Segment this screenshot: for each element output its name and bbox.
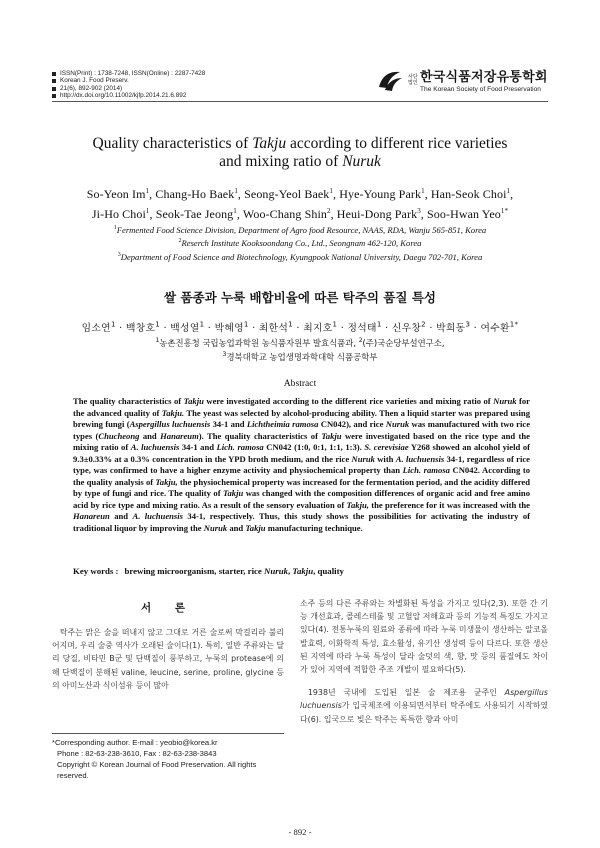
author-affiliation-mark: 3 xyxy=(465,320,471,329)
footnote-divider xyxy=(52,733,284,734)
text-segment: 34-1, regardless of rice type, was confirmed to have a higher enzyme activity and physiochemical property than xyxy=(73,453,530,475)
author-affiliation-mark: 1 xyxy=(376,320,382,329)
author xyxy=(92,207,150,221)
author-list xyxy=(40,183,560,223)
author-name: 백성열 xyxy=(170,323,200,334)
affiliation-1: $^1$Fermented Food Science Division, Department of Agro food Resource, NAAS, RDA, Wanju 565-851, Korea xyxy=(113,224,487,235)
author xyxy=(125,320,161,334)
author xyxy=(436,320,471,334)
author-separator: · xyxy=(160,323,171,334)
author-name: Woo-Chang Shin xyxy=(242,207,327,221)
author xyxy=(347,320,382,334)
text-segment: Aspergillus luchuensis xyxy=(300,688,548,711)
author-name: 박혜영 xyxy=(214,323,244,334)
text-segment: Takju xyxy=(183,396,204,406)
header-line-doi[interactable]: http://dx.doi.org/10.11002/kjfp.2014.21.6.892 xyxy=(52,92,205,99)
paper-title: Quality characteristics of Takju according to different rice varieties and mixing ratio of Nuruk xyxy=(92,135,508,170)
text-segment: 소주 등의 다른 주류와는 차별화된 특성을 가지고 있다(2,3). 또한 간 기능 개선효과, 콜레스테롤 및 고혈압 저해효과 등의 기능적 특징도 가지고 있다(4). 전통누룩의 원료와 종류에 따라 누룩 미생물이 생산하는 알코올 발효력, 이화학적 특성, 효소활성, 유기산 생성력 등이 다르다. 또한 생산된 지역에 따라 누룩 특성이 달라 술덧의 색, 향, 맛 등의 품질에도 차이가 있어 지역에 적합한 주조 개발이 필요하다(5). xyxy=(300,599,548,675)
author xyxy=(427,207,508,221)
author-affiliation-mark: 1 xyxy=(329,187,334,195)
author-name: 정석태 xyxy=(347,323,377,334)
bullet-square-icon xyxy=(52,79,56,83)
header-line-volume: 21(6), 892-902 (2014) xyxy=(52,85,205,92)
text-segment: Takju. xyxy=(161,407,185,418)
section-heading-introduction: 서 론 xyxy=(141,602,195,614)
text-segment: A. luchuensis xyxy=(395,453,445,464)
abstract-heading: Abstract xyxy=(283,378,317,389)
text-segment: Lich. ramosa xyxy=(216,442,264,452)
author-affiliation-mark: 1* xyxy=(509,320,519,329)
author-name: Soo-Hwan Yeo xyxy=(427,207,501,221)
text-segment: Takju, xyxy=(346,499,369,510)
author-separator: · xyxy=(337,323,348,334)
corresponding-author: *Corresponding author. E-mail : yeobio@korea.kr xyxy=(52,738,218,747)
text-segment: Hanareum xyxy=(160,430,199,441)
author-affiliation-mark: 1* xyxy=(500,207,509,215)
text-segment: was manufactured with two rice types ( xyxy=(73,419,531,441)
text-segment: 34-1 and xyxy=(210,419,247,429)
text-segment: , quality xyxy=(313,566,344,576)
keywords-list xyxy=(124,566,343,576)
author xyxy=(81,320,116,334)
author-separator: · xyxy=(381,323,392,334)
author-affiliation-mark: 2 xyxy=(326,207,331,215)
text-segment: for the advanced quality of xyxy=(73,396,530,418)
text-segment: brewing microorganism, starter, rice xyxy=(124,566,265,576)
author-affiliation-mark: 1 xyxy=(155,320,161,329)
text-segment: Takju xyxy=(245,522,266,533)
text-segment: A. luchuensis xyxy=(132,511,183,521)
text-segment: 1938년 국내에 도입된 일본 술 제조용 균주인 xyxy=(307,688,505,698)
text-segment: with xyxy=(374,453,396,464)
author-affiliation-mark: 1 xyxy=(145,207,150,215)
society-emblem-icon xyxy=(376,67,404,93)
text-segment: 탁주는 맑은 술을 떠내지 않고 그대로 거른 술로써 막걸리라 불리어지며, 우리 술중 역사가 오래된 술이다(1). 특히, 일반 주류와는 달리 당질, 비타민 B군 및 단백질이 풍부하고, 누룩의 protease에 의해 단백질이 분해된 valine, leucine, serine, proline, glycine 등의 아미노산과 식이섬유 등이 많아 xyxy=(52,628,284,690)
affiliation-3: $^3$Department of Food Science and Biotechnology, Kyungpook National University, Daegu 702-701, Korea xyxy=(117,251,483,262)
author xyxy=(258,320,293,334)
text-segment: 34-1 and xyxy=(179,442,217,452)
author-affiliation-mark: 1 xyxy=(145,187,150,195)
journal-header xyxy=(52,70,205,100)
author-affiliation-mark: 1 xyxy=(243,320,249,329)
affiliations xyxy=(40,223,560,263)
author-separator: , xyxy=(424,187,431,201)
author-name: 백창호 xyxy=(125,323,156,334)
author-name: Han-Seok Choi xyxy=(430,187,507,201)
author-name: 임소연 xyxy=(81,323,111,334)
author-affiliation-mark: 1 xyxy=(199,320,205,329)
korean-title: 쌀 품종과 누룩 배합비율에 따른 탁주의 품질 특성 xyxy=(164,290,436,305)
right-column xyxy=(300,597,548,726)
society-prefix: 사단법인 xyxy=(408,73,418,86)
text-segment: CN042 (1:0, 0:1, 1:1, 1:3). xyxy=(263,442,365,452)
text-segment: were investigated according to the different rice varieties and mixing ratio of xyxy=(203,396,494,406)
text-segment: S. cerevisiae xyxy=(364,442,409,452)
affiliation-2: $^2$Reserch Institute Kooksoondang Co., Ltd., Seongnam 462-120, Korea xyxy=(178,238,422,249)
text-segment: Takju, xyxy=(155,476,178,487)
author-name: 신우창 xyxy=(391,323,422,334)
author-separator: , xyxy=(333,187,340,201)
text-segment: Aspergillus luchuensis xyxy=(129,419,211,429)
author xyxy=(337,207,421,221)
bullet-square-icon xyxy=(52,94,56,98)
author-affiliation-mark: 1 xyxy=(110,320,116,329)
author-separator: · xyxy=(470,323,481,334)
author-separator: , xyxy=(149,207,156,221)
text-segment: The quality characteristics of xyxy=(73,396,184,406)
copyright-line-2: reserved. xyxy=(57,771,89,780)
intro-paragraph-1 xyxy=(52,626,284,692)
author-separator: · xyxy=(292,323,304,334)
author-name: Seok-Tae Jeong xyxy=(155,207,234,221)
author-affiliation-mark: 1 xyxy=(234,187,238,195)
author-name: Seong-Yeol Baek xyxy=(244,187,330,201)
author-name: Ji-Ho Choi xyxy=(91,207,146,221)
author xyxy=(480,320,519,334)
text-segment: ). The quality characteristics of xyxy=(198,430,322,441)
bullet-square-icon xyxy=(52,87,56,91)
text-segment: Lich. ramosa xyxy=(402,465,450,475)
copyright-line-1: Copyright © Korean Journal of Food Preservation. All rights xyxy=(57,760,257,769)
society-logo-block xyxy=(376,66,548,93)
text-segment: and xyxy=(139,430,161,441)
keywords xyxy=(73,566,530,576)
intro-paragraph-2 xyxy=(300,597,548,676)
left-column xyxy=(52,626,284,692)
author-separator: · xyxy=(204,323,215,334)
text-segment: the physiochemical property was increased for the fermentation period, and the acidity differed by type of fungi and rice. The quality of xyxy=(73,476,530,498)
text-segment: Takju xyxy=(321,430,342,441)
author-affiliation-mark: 2 xyxy=(421,320,426,329)
author-name: 최지호 xyxy=(303,323,333,334)
text-segment: A. luchuensis xyxy=(130,442,180,452)
text-segment: 가 입국제조에 이용되면서부터 탁주에도 사용되기 시작하였다(6). 입국으로 빚은 탁주는 독특한 향과 아미 xyxy=(300,701,548,724)
korean-affiliation-line-2: $^3$경북대학교 농업생명과학대학 식품공학부 xyxy=(222,351,378,363)
author xyxy=(339,187,424,201)
author-separator: , xyxy=(237,187,245,201)
text-segment: Hanareun xyxy=(73,511,110,521)
intro-paragraph-3 xyxy=(300,686,548,726)
text-segment: Takju xyxy=(292,566,314,576)
author-affiliation-mark: 3 xyxy=(417,207,421,215)
author-separator: , xyxy=(149,187,156,201)
author-affiliation-mark: 1 xyxy=(233,207,237,215)
author xyxy=(155,187,238,201)
author xyxy=(156,207,237,221)
footnote xyxy=(52,737,287,781)
author-name: 최한석 xyxy=(258,323,289,334)
text-segment: and xyxy=(227,522,246,533)
author xyxy=(303,320,338,334)
korean-author-list xyxy=(40,320,560,334)
author-name: Hye-Young Park xyxy=(339,187,422,201)
author xyxy=(87,187,149,201)
author-name: Chang-Ho Baek xyxy=(155,187,235,201)
author xyxy=(391,320,426,334)
header-line-issn: ISSN(Print) : 1738-7248, ISSN(Online) : 2287-7428 xyxy=(52,70,205,77)
author-name: So-Yeon Im xyxy=(86,187,146,201)
author xyxy=(243,207,331,221)
text-segment: 34-1, respectively. Thus, this study shows the possibilities for activating the industry of traditional liquor by improving the xyxy=(73,511,531,533)
text-segment: , xyxy=(288,566,293,576)
author xyxy=(170,320,205,334)
text-segment: the preference for it was increased with the xyxy=(368,499,530,510)
text-segment: Nuruk xyxy=(203,522,228,533)
korean-affiliations xyxy=(40,335,560,364)
page-number: - 892 - xyxy=(288,827,312,837)
author-affiliation-mark: 1 xyxy=(288,320,293,329)
text-segment: Chucheong xyxy=(98,430,140,441)
author-separator: , xyxy=(420,207,427,221)
text-segment: Nuruk xyxy=(264,566,288,576)
keywords-label: Key words : xyxy=(73,566,119,576)
text-segment: and xyxy=(109,511,133,521)
korean-affiliation-line-1: $^1$농촌진흥청 국립농업과학원 농식품자원부 발효식품과, $^2$(주)국순당부설연구소, xyxy=(155,337,445,348)
author-separator: · xyxy=(425,323,437,334)
text-segment: CN042), and rice xyxy=(318,419,386,429)
author xyxy=(214,320,249,334)
text-segment: CN042. According to the quality analysis of xyxy=(73,465,530,487)
text-segment: was changed with the composition differences of organic acid and free amino acid by rice type and mixing ratio. As a result of the sensory evaluation of xyxy=(73,488,531,510)
author-separator: , xyxy=(236,207,243,221)
society-name-korean: 한국식품저장유통학회 xyxy=(420,70,548,85)
text-segment: Lichtheimia ramosa xyxy=(246,419,319,429)
contact-phone-fax: Phone : 82-63-238-3610, Fax : 82-63-238-3843 xyxy=(57,749,217,758)
author-separator: · xyxy=(115,323,126,334)
text-segment: Takju xyxy=(223,488,244,498)
text-segment: Y268 showed an alcohol yield of 9.3±0.33% at a 0.3% concentration in the YPD broth medium, and the rice xyxy=(73,442,530,464)
author-affiliation-mark: 1 xyxy=(332,320,338,329)
abstract-body xyxy=(73,396,530,534)
author-name: 여수환 xyxy=(480,323,510,334)
header-line-journal: Korean J. Food Preserv. xyxy=(52,77,205,84)
text-segment: The yeast was selected by alcohol-producing ability. Then a liquid starter was prepared using brewing fungi ( xyxy=(73,407,530,429)
bullet-square-icon xyxy=(52,72,56,76)
text-segment: were investigated based on the rice type and the mixing ratio of xyxy=(73,430,530,452)
author-separator: · xyxy=(248,323,259,334)
text-segment: Nuruk xyxy=(351,453,375,464)
text-segment: manufacturing technique. xyxy=(265,522,363,533)
society-name-english: The Korean Society of Food Preservation xyxy=(420,86,541,93)
author-affiliation-mark: 1 xyxy=(506,187,511,195)
author-affiliation-mark: 1 xyxy=(421,187,425,195)
author xyxy=(431,187,510,201)
author-name: Heui-Dong Park xyxy=(336,207,418,221)
author-separator: , xyxy=(510,187,514,201)
author-name: 박희동 xyxy=(436,323,466,334)
author-separator: , xyxy=(330,207,337,221)
text-segment: Nuruk xyxy=(493,396,517,406)
header-divider xyxy=(52,101,548,102)
text-segment: Nuruk xyxy=(385,419,410,429)
author xyxy=(244,187,333,201)
